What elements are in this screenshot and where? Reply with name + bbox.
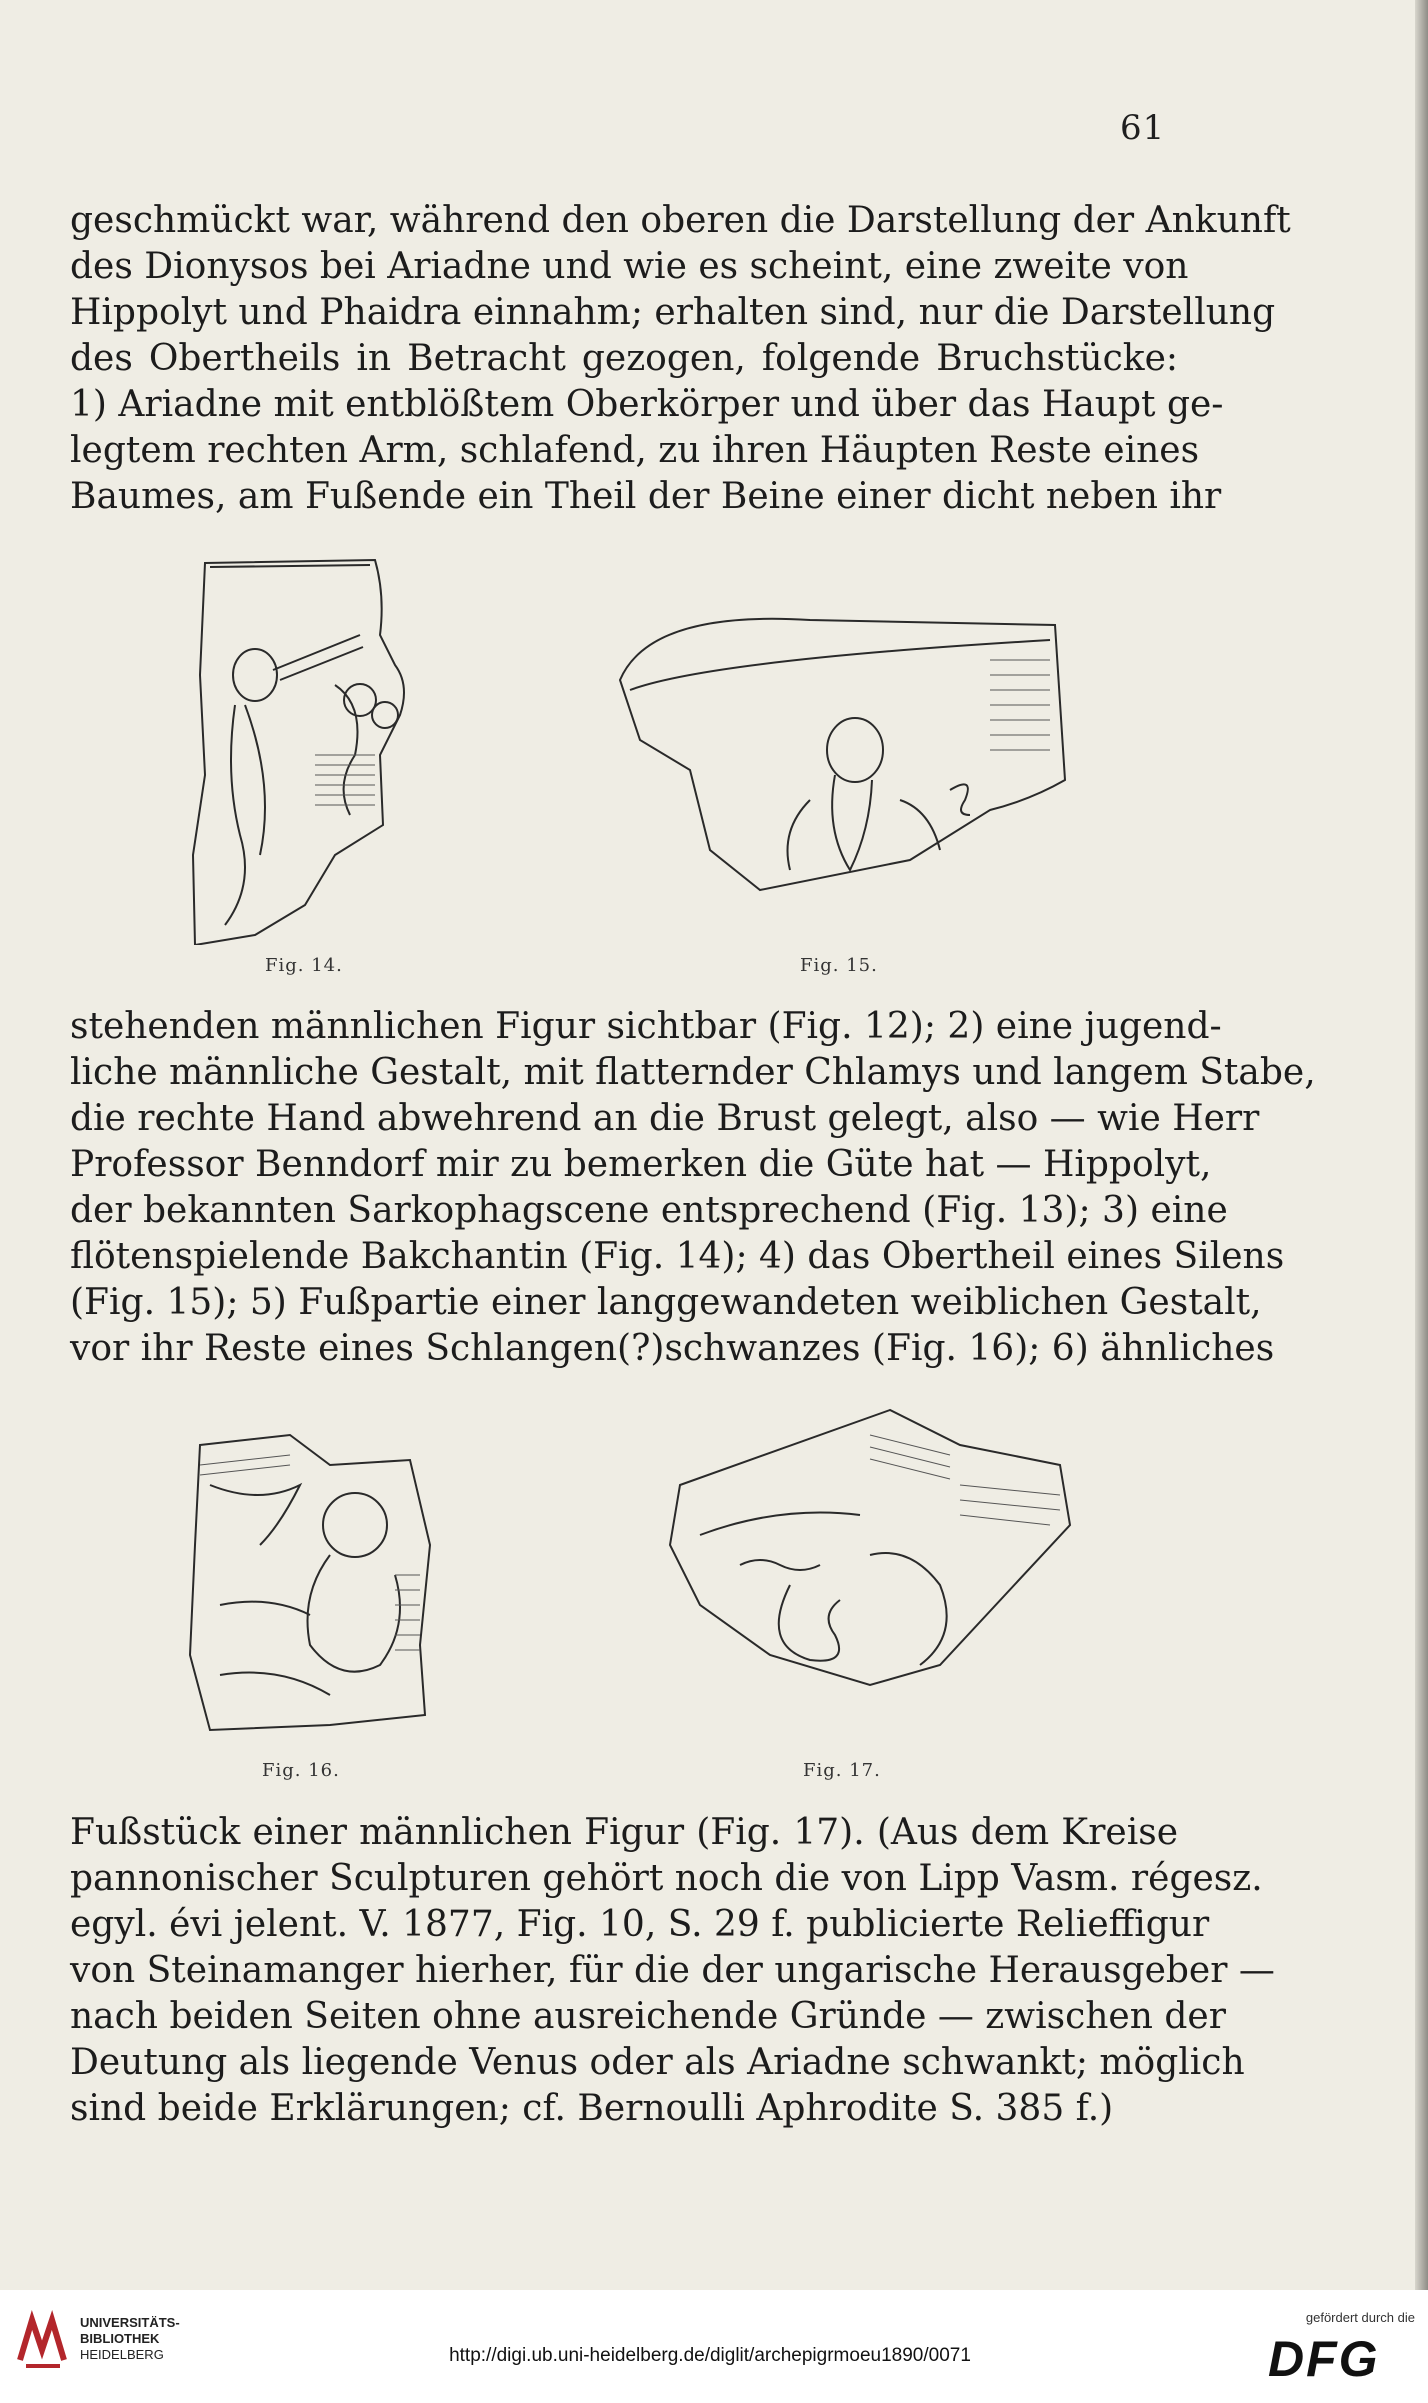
university-seal-icon	[12, 2310, 74, 2372]
text-line: vor ihr Reste eines Schlangen(?)schwanzes (Fig. 16); 6) ähnliches	[70, 1328, 1275, 1369]
figure-14-illustration	[185, 555, 475, 945]
funding-note: gefördert durch die	[1305, 2310, 1415, 2325]
page-number: 61	[1120, 108, 1166, 148]
figure-15-caption: Fig. 15.	[800, 955, 878, 976]
text-line: sind beide Erklärungen; cf. Bernoulli Aphrodite S. 385 f.)	[70, 2088, 1114, 2129]
university-line: BIBLIOTHEK	[80, 2331, 160, 2346]
text-line: nach beiden Seiten ohne ausreichende Gründe — zwischen der	[70, 1996, 1226, 2037]
figure-14-caption: Fig. 14.	[265, 955, 343, 976]
paragraph-3	[70, 1810, 1275, 2132]
figure-16-caption: Fig. 16.	[262, 1760, 340, 1781]
paragraph-1	[70, 198, 1291, 520]
text-line: die rechte Hand abwehrend an die Brust gelegt, also — wie Herr	[70, 1098, 1260, 1139]
text-line: 1) Ariadne mit entblößtem Oberkörper und über das Haupt ge-	[70, 384, 1224, 425]
university-line: HEIDELBERG	[80, 2347, 164, 2362]
figure-17-caption: Fig. 17.	[803, 1760, 881, 1781]
text-line: der bekannten Sarkophagscene entsprechend (Fig. 13); 3) eine	[70, 1190, 1228, 1231]
page-edge-shadow	[1415, 0, 1428, 2290]
text-line: (Fig. 15); 5) Fußpartie einer langgewandeten weiblichen Gestalt,	[70, 1282, 1262, 1323]
text-line: Fußstück einer männlichen Figur (Fig. 17). (Aus dem Kreise	[70, 1812, 1178, 1853]
figure-17-illustration	[640, 1405, 1080, 1705]
text-line: liche männliche Gestalt, mit flatternder Chlamys und langem Stabe,	[70, 1052, 1316, 1093]
university-library-name	[80, 2315, 180, 2363]
text-line: von Steinamanger hierher, für die der ungarische Herausgeber —	[70, 1950, 1275, 1991]
figure-15-illustration	[610, 600, 1070, 900]
paragraph-2	[70, 1004, 1316, 1372]
text-line: legtem rechten Arm, schlafend, zu ihren Häupten Reste eines	[70, 430, 1200, 471]
dfg-logo: DFG	[1268, 2331, 1380, 2387]
text-line: pannonischer Sculpturen gehört noch die von Lipp Vasm. régesz.	[70, 1858, 1263, 1899]
permalink-url[interactable]: http://digi.ub.uni-heidelberg.de/diglit/archepigrmoeu1890/0071	[449, 2345, 971, 2366]
text-line: egyl. évi jelent. V. 1877, Fig. 10, S. 29 f. publicierte Relieffigur	[70, 1904, 1210, 1945]
text-line: Deutung als liegende Venus oder als Ariadne schwankt; möglich	[70, 2042, 1245, 2083]
text-line: Professor Benndorf mir zu bemerken die Güte hat — Hippolyt,	[70, 1144, 1212, 1185]
figure-16-illustration	[180, 1425, 435, 1735]
text-line: Baumes, am Fußende ein Theil der Beine einer dicht neben ihr	[70, 476, 1222, 517]
text-line: stehenden männlichen Figur sichtbar (Fig. 12); 2) eine jugend-	[70, 1006, 1222, 1047]
text-line: des Obertheils in Betracht gezogen, folgende Bruchstücke:	[70, 338, 1178, 379]
text-line: des Dionysos bei Ariadne und wie es scheint, eine zweite von	[70, 246, 1189, 287]
university-line: UNIVERSITÄTS-	[80, 2315, 180, 2330]
text-line: Hippolyt und Phaidra einnahm; erhalten sind, nur die Darstellung	[70, 292, 1276, 333]
text-line: geschmückt war, während den oberen die Darstellung der Ankunft	[70, 200, 1291, 241]
text-line: flötenspielende Bakchantin (Fig. 14); 4) das Obertheil eines Silens	[70, 1236, 1285, 1277]
